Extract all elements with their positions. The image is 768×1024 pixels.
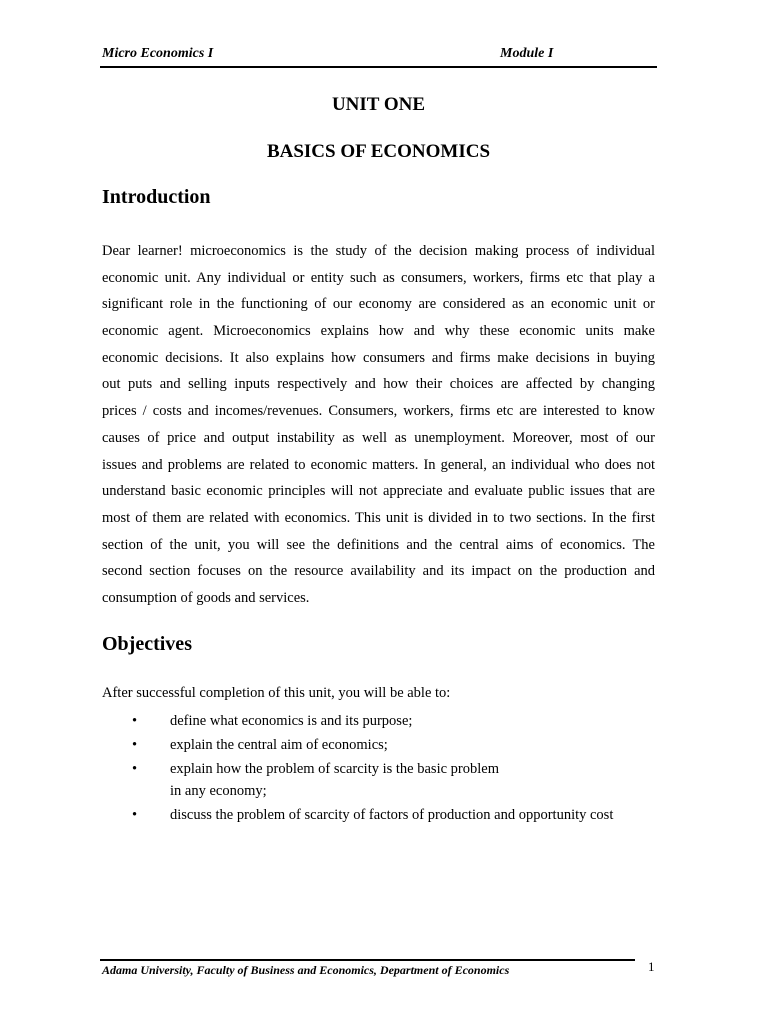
footer-institution: Adama University, Faculty of Business and Economics, Department of Economics (102, 963, 510, 977)
header-course-title: Micro Economics I (102, 46, 214, 61)
header-module-label: Module I (500, 46, 554, 61)
objectives-list (102, 710, 662, 828)
paragraph-line: economic decisions. It also explains how consumers and firms make decisions in buying (102, 349, 655, 366)
paragraph-line: out puts and selling inputs respectively and how their choices are affected by changing (102, 376, 655, 393)
paragraph-line: significant role in the functioning of our economy are considered as an economic unit or (102, 296, 655, 313)
page-number: 1 (648, 959, 655, 974)
paragraph-line: economic agent. Microeconomics explains how and why these economic units make (102, 323, 655, 340)
paragraph-line: issues and problems are related to economic matters. In general, an individual who does not (102, 456, 655, 473)
paragraph-line: most of them are related with economics. This unit is divided in to two sections. In the first (102, 509, 655, 526)
objective-text: discuss the problem of scarcity of factors of production and opportunity cost (170, 807, 614, 823)
paragraph-line: second section focuses on the resource availability and its impact on the production and (102, 563, 655, 580)
objectives-heading: Objectives (102, 633, 192, 655)
paragraph-line: causes of price and output instability as well as unemployment. Moreover, most of our (102, 429, 655, 446)
objectives-lead: After successful completion of this unit, you will be able to: (102, 685, 451, 701)
objective-item (102, 804, 662, 826)
paragraph-line: consumption of goods and services. (102, 589, 310, 606)
objective-item (102, 734, 662, 756)
bullet-icon: • (132, 761, 138, 777)
bullet-icon: • (132, 807, 138, 823)
introduction-paragraph (102, 238, 655, 612)
unit-subtitle: BASICS OF ECONOMICS (266, 141, 491, 162)
unit-title: UNIT ONE (331, 94, 426, 115)
introduction-heading: Introduction (102, 186, 211, 208)
paragraph-line: Dear learner! microeconomics is the study of the decision making process of individual (102, 243, 655, 259)
header-divider (100, 66, 657, 68)
footer-divider (100, 959, 635, 961)
bullet-icon: • (132, 737, 138, 753)
objective-text: define what economics is and its purpose; (170, 713, 413, 729)
paragraph-line: prices / costs and incomes/revenues. Consumers, workers, firms etc are interested to know (102, 403, 655, 420)
paragraph-line: understand basic economic principles will not appreciate and evaluate public issues that are (102, 483, 655, 500)
paragraph-line: section of the unit, you will see the definitions and the central aims of economics. The (102, 536, 655, 553)
paragraph-line: economic unit. Any individual or entity such as consumers, workers, firms etc that play a (102, 269, 655, 286)
bullet-icon: • (132, 713, 138, 729)
objective-text: explain the central aim of economics; (170, 737, 388, 753)
objective-item (102, 758, 662, 802)
objective-text: explain how the problem of scarcity is the basic problem in any economy; (170, 761, 499, 799)
objective-item (102, 710, 662, 732)
